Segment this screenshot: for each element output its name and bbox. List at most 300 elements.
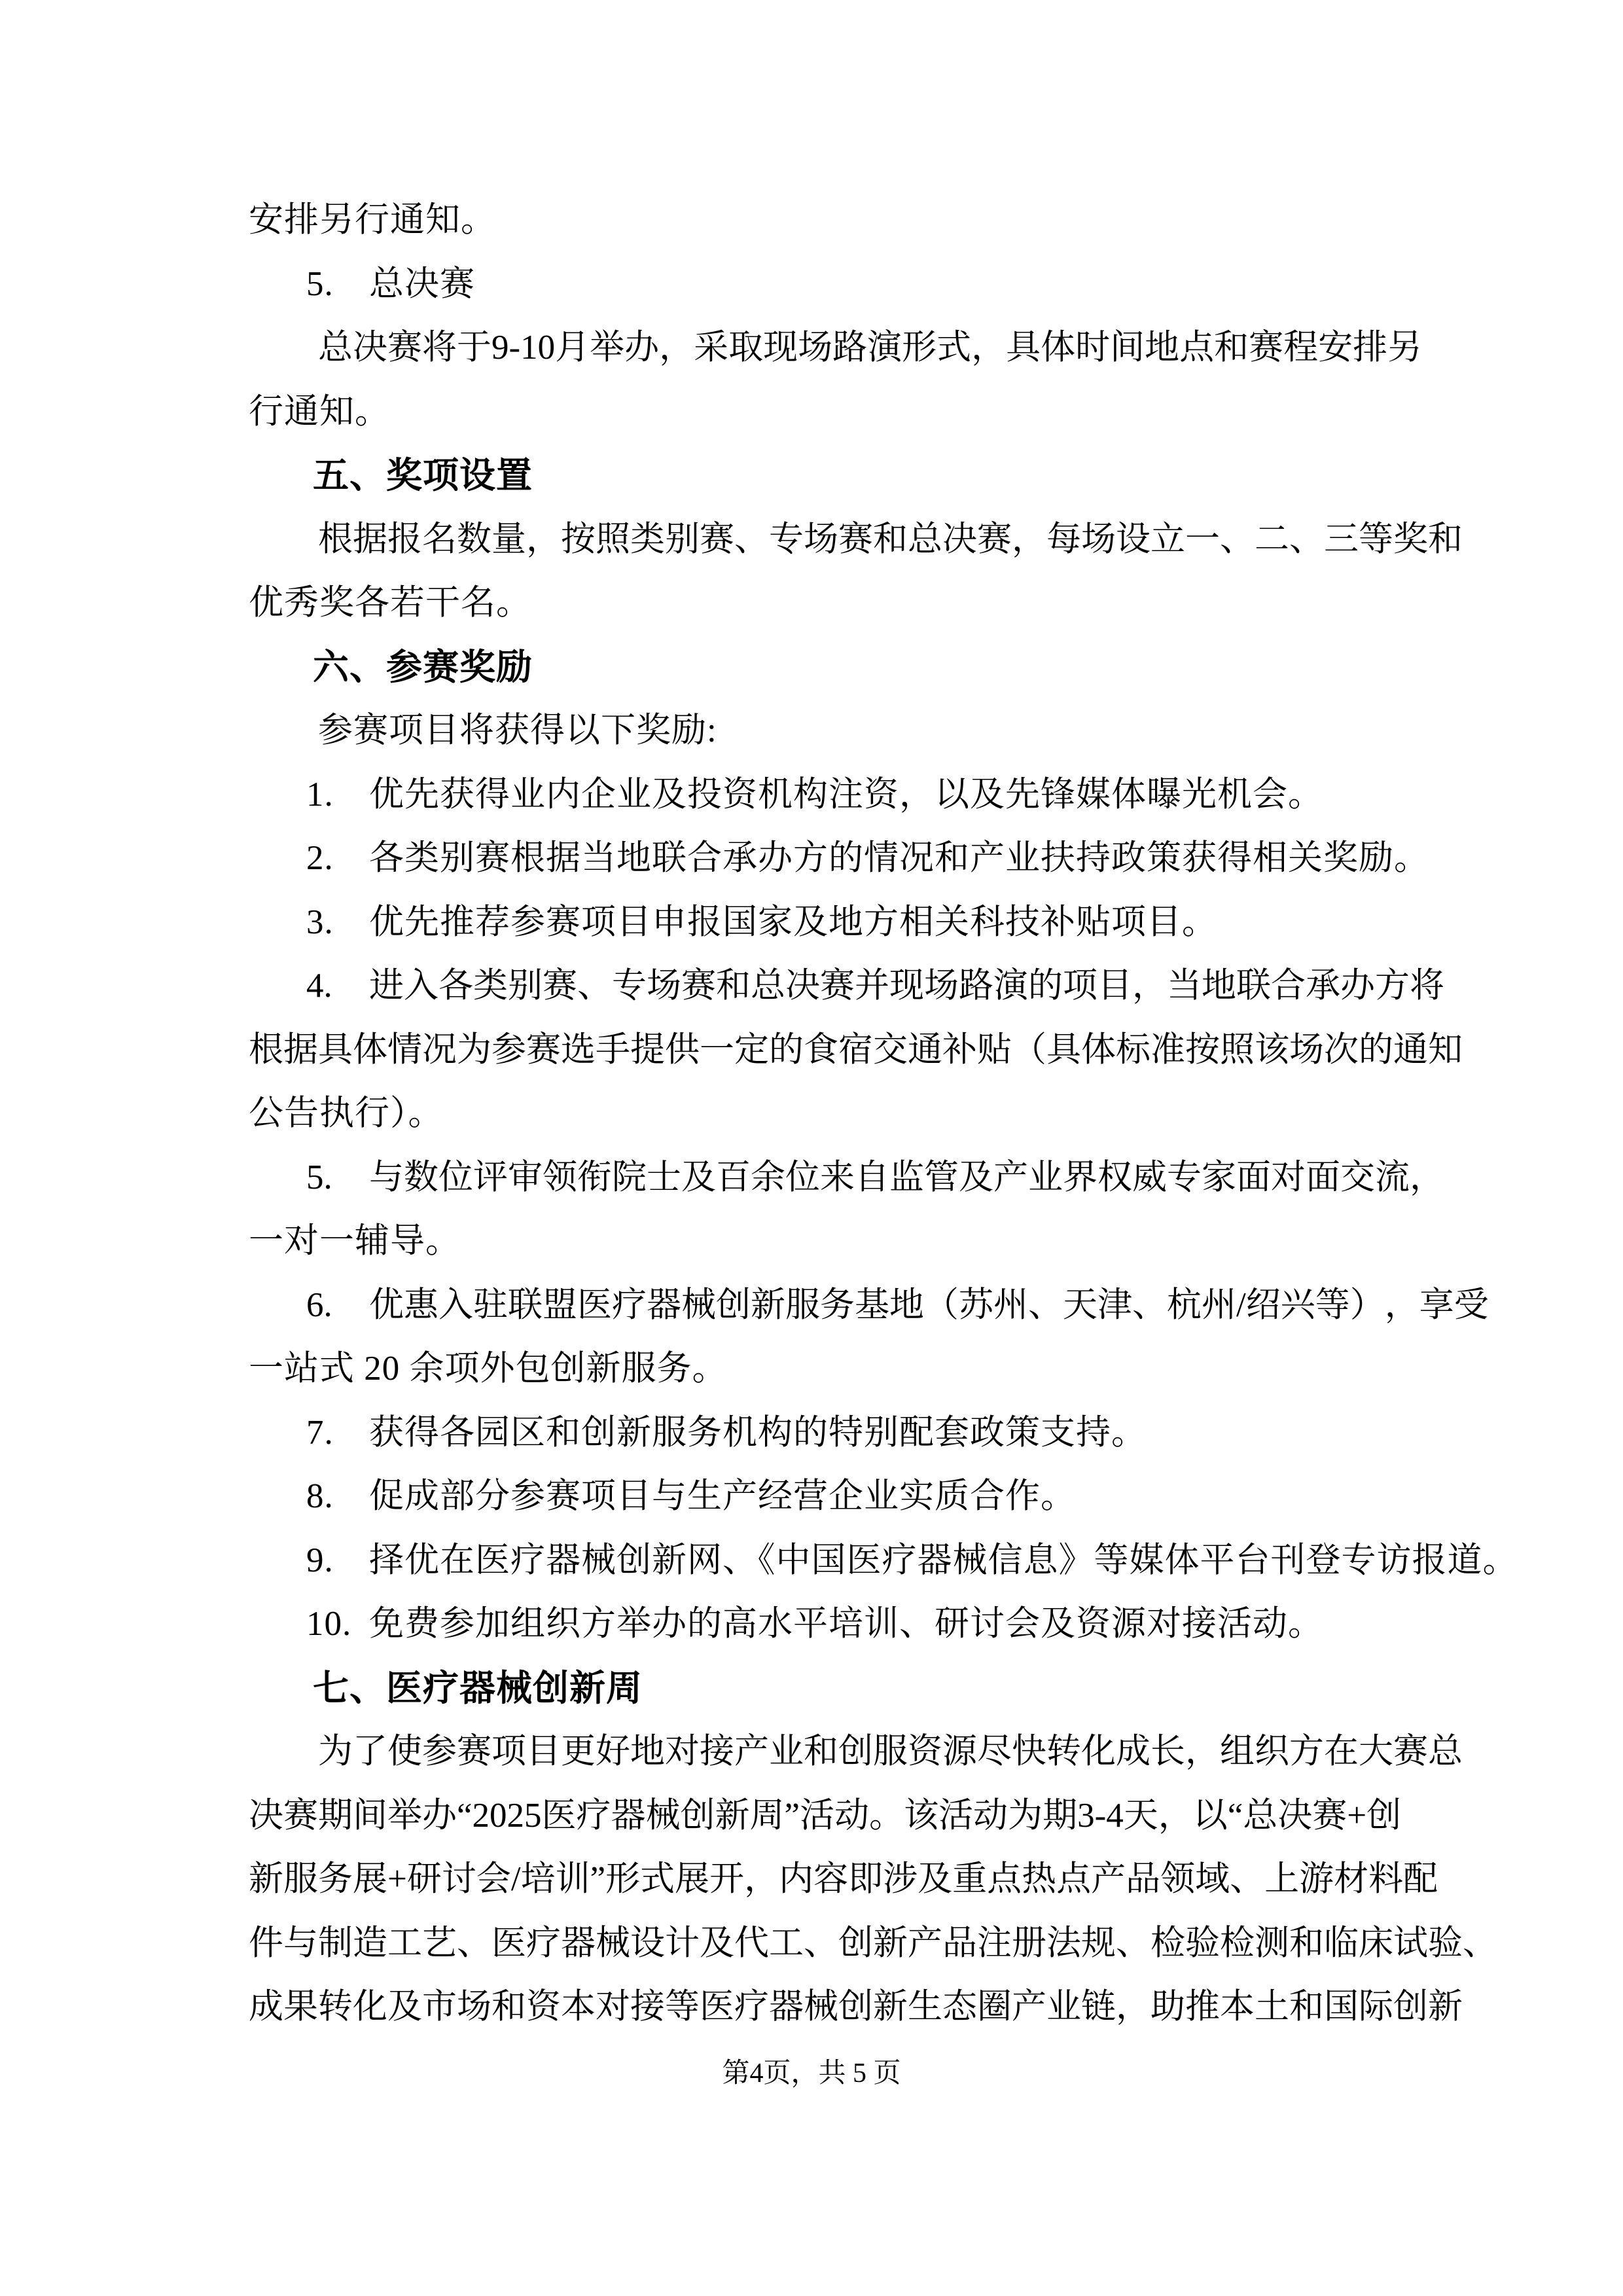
text-segment: 器 (611, 1796, 646, 1835)
text-segment: （ (1012, 1030, 1046, 1069)
list-number: 2. (306, 839, 334, 877)
text-segment: 专 (769, 520, 804, 558)
text-segment: 将 (422, 329, 457, 367)
text-segment: 照 (596, 520, 630, 558)
text-segment: 工 (769, 1924, 804, 1962)
text-segment: 交 (873, 1030, 908, 1069)
text-segment: 流 (1375, 1158, 1410, 1196)
text-segment: 权 (1097, 1158, 1132, 1196)
text-segment: 源 (942, 1732, 977, 1770)
text-segment: 兴 (1280, 1285, 1315, 1324)
text-segment: 别 (665, 520, 700, 558)
text-segment: 场 (924, 967, 959, 1005)
text-segment: 受 (1454, 1285, 1489, 1324)
text-segment: 服 (873, 1732, 908, 1770)
text-run: 行通知。 (249, 392, 390, 431)
text-segment: 涉 (883, 1860, 918, 1898)
text-segment: 域 (1195, 1860, 1230, 1898)
text-segment: 活 (800, 1796, 835, 1835)
list-number: 10. (306, 1605, 352, 1643)
text-segment: 领 (1160, 1860, 1196, 1898)
text-segment: ， (1185, 1732, 1220, 1770)
text-segment: 研 (406, 1860, 442, 1898)
text-segment: 苏 (959, 1285, 993, 1324)
text-segment: 器 (561, 1924, 596, 1962)
section-heading (249, 1657, 1374, 1721)
text-segment: 形 (605, 1860, 641, 1898)
text-segment: 产 (734, 1732, 769, 1770)
text-segment: ， (1116, 1988, 1150, 2026)
text-line (249, 1082, 1374, 1146)
text-segment: 验 (1428, 1924, 1463, 1962)
text-segment: 新 (873, 1988, 908, 2026)
text-segment: 间 (1110, 329, 1145, 367)
text-segment: 产 (993, 1158, 1028, 1196)
text-segment: 使 (387, 1732, 422, 1770)
text-segment: 制 (318, 1924, 353, 1962)
text-run: 各类别赛根据当地联合承办方的情况和产业扶持政策获得相关奖励。 (369, 839, 1429, 877)
text-segment: 决 (1277, 1796, 1313, 1835)
text-segment: 和 (873, 520, 908, 558)
text-segment: 新 (1428, 1988, 1463, 2026)
text-segment: 办 (624, 329, 660, 367)
text-segment: 上 (1264, 1860, 1300, 1898)
text-segment: 三 (1324, 520, 1359, 558)
text-segment: 对 (1271, 1158, 1306, 1196)
text-segment: 当 (1167, 967, 1202, 1005)
text-segment: 医 (541, 1796, 577, 1835)
text-segment: ） (1349, 1285, 1385, 1324)
text-segment: 、 (734, 520, 769, 558)
text-segment: 推 (1185, 1988, 1220, 2026)
text-segment: ， (971, 329, 1007, 367)
text-segment: 况 (422, 1030, 457, 1069)
text-segment: 配 (1403, 1860, 1438, 1898)
text-segment: 、 (1230, 1860, 1265, 1898)
text-segment: 和 (1289, 1924, 1324, 1962)
text-segment: 讨 (441, 1860, 476, 1898)
text-segment: 成 (249, 1988, 283, 2026)
text-segment: 另 (1387, 329, 1423, 367)
text-segment: 疗 (612, 1285, 647, 1324)
text-line (249, 1337, 1374, 1401)
text-segment: 通 (1393, 1030, 1428, 1069)
text-segment: 成 (1116, 1732, 1150, 1770)
text-segment: 数 (457, 520, 491, 558)
text-segment: 接 (700, 1732, 734, 1770)
text-run: 安排另行通知。 (249, 201, 496, 239)
text-line (249, 1784, 1402, 1848)
text-segment: 一 (700, 1030, 734, 1069)
text-segment: 标 (1116, 1030, 1150, 1069)
text-segment: 杭 (1167, 1285, 1202, 1324)
text-segment: 和 (1428, 520, 1463, 558)
text-segment: （ (924, 1285, 959, 1324)
text-segment: 业 (1046, 1988, 1081, 2026)
text-segment: 并 (855, 967, 889, 1005)
text-segment: 检 (1150, 1924, 1185, 1962)
text-segment: 审 (508, 1158, 543, 1196)
text-segment: 代 (734, 1924, 769, 1962)
text-line (249, 1210, 1374, 1274)
text-segment: 补 (942, 1030, 977, 1069)
text-line (249, 1018, 1463, 1083)
text-segment: 赛 (457, 1732, 491, 1770)
text-segment: 天 (1063, 1285, 1097, 1324)
text-segment: 驻 (473, 1285, 508, 1324)
text-segment: 、 (1028, 1285, 1063, 1324)
text-segment: 士 (647, 1158, 681, 1196)
text-segment: 为 (318, 1732, 353, 1770)
text-segment: 赛 (1312, 1796, 1347, 1835)
text-segment: 与 (283, 1924, 318, 1962)
document-body (249, 188, 1518, 2039)
text-segment: ， (1384, 1285, 1419, 1324)
text-segment: 总 (751, 967, 785, 1005)
text-segment: 总 (1428, 1732, 1463, 1770)
text-segment: 验 (1185, 1924, 1220, 1962)
text-segment: 间 (353, 1796, 387, 1835)
text-segment: 位 (438, 1158, 473, 1196)
text-line (249, 508, 1463, 572)
text-segment: ， (1410, 1158, 1444, 1196)
text-segment: 务 (820, 1285, 855, 1324)
text-segment: + (387, 1860, 407, 1898)
text-run: 优先获得业内企业及投资机构注资，以及先锋媒体曝光机会。 (369, 775, 1323, 814)
text-segment: 业 (769, 1732, 804, 1770)
text-segment: 面 (1236, 1158, 1271, 1196)
text-run: 公告执行）。 (249, 1094, 444, 1132)
text-segment: 项 (491, 1732, 526, 1770)
text-segment: 圈 (977, 1988, 1012, 2026)
text-run: 七、医疗器械创新周 (313, 1667, 643, 1708)
text-segment: 通 (908, 1030, 942, 1069)
text-segment: 享 (1419, 1285, 1454, 1324)
text-segment: 具 (1006, 329, 1041, 367)
text-segment: 展 (675, 1860, 710, 1898)
text-segment: 体 (1041, 329, 1076, 367)
text-segment: 州 (1202, 1285, 1236, 1324)
text-segment: 位 (785, 1158, 820, 1196)
text-segment: 器 (647, 1285, 681, 1324)
text-segment: 注 (977, 1924, 1012, 1962)
text-segment: 助 (1150, 1988, 1185, 2026)
text-segment: 9-10 (491, 329, 556, 367)
text-segment: 立 (1150, 520, 1185, 558)
text-run: 参赛项目将获得以下奖励: (318, 711, 717, 749)
text-segment: 决 (249, 1796, 283, 1835)
text-segment: 、 (1220, 520, 1255, 558)
text-segment: 和 (1289, 1988, 1324, 2026)
text-segment: 场 (1289, 1030, 1324, 1069)
text-segment: 场 (457, 1988, 491, 2026)
text-segment: 。 (869, 1796, 904, 1835)
text-segment: 、 (804, 1924, 838, 1962)
list-number: 6. (306, 1285, 332, 1324)
text-segment: 、 (1116, 1924, 1150, 1962)
text-segment: 计 (665, 1924, 700, 1962)
text-segment: 的 (1359, 1030, 1393, 1069)
text-segment: 二 (1255, 520, 1289, 558)
text-segment: 果 (283, 1988, 318, 2026)
text-segment: 创 (838, 1988, 873, 2026)
text-segment: 数 (404, 1158, 438, 1196)
text-segment: 期 (318, 1796, 353, 1835)
text-segment: / (510, 1860, 521, 1898)
text-segment: 准 (1150, 1030, 1185, 1069)
text-segment: 及 (959, 1158, 993, 1196)
text-segment: 场 (647, 967, 681, 1005)
text-segment: 创 (838, 1924, 873, 1962)
text-segment: 津 (1097, 1285, 1132, 1324)
text-segment: 链 (1081, 1988, 1116, 2026)
text-segment: 件 (249, 1924, 283, 1962)
text-line (249, 253, 1374, 317)
text-segment: 取 (728, 329, 764, 367)
text-segment: “ (1227, 1796, 1243, 1835)
text-segment: 资 (526, 1988, 561, 2026)
text-segment: 赛 (387, 329, 422, 367)
text-segment: 务 (318, 1860, 353, 1898)
text-line (249, 763, 1374, 827)
text-segment: 及 (387, 1988, 422, 2026)
text-segment: 演 (867, 329, 902, 367)
text-segment: 培 (520, 1860, 556, 1898)
text-run: 总决赛 (369, 264, 475, 303)
text-segment: 造 (353, 1924, 387, 1962)
text-segment: 法 (1046, 1924, 1081, 1962)
text-run: 优秀奖各若干名。 (249, 584, 531, 622)
text-run: 免费参加组织方举办的高水平培训、研讨会及资源对接活动。 (369, 1605, 1323, 1643)
text-segment: 及 (918, 1860, 953, 1898)
text-segment: 该 (904, 1796, 939, 1835)
text-segment: 名 (422, 520, 457, 558)
page-footer (0, 2054, 1623, 2093)
text-segment: 体 (1081, 1030, 1116, 1069)
text-segment: 在 (1324, 1732, 1359, 1770)
page-number: 第4页，共 5 页 (722, 2058, 901, 2089)
text-line (249, 1274, 1489, 1338)
text-segment: 监 (889, 1158, 924, 1196)
text-segment: 威 (1132, 1158, 1167, 1196)
text-segment: 好 (596, 1732, 630, 1770)
text-line (249, 891, 1374, 955)
text-segment: 路 (832, 329, 868, 367)
text-segment: 3-4 (1077, 1796, 1124, 1835)
text-segment: 资 (908, 1732, 942, 1770)
text-segment: 赛 (838, 520, 873, 558)
text-segment: 转 (1046, 1732, 1081, 1770)
text-segment: 具 (1046, 1030, 1081, 1069)
text-run: 优先推荐参赛项目申报国家及地方相关科技补贴项目。 (369, 903, 1217, 941)
text-segment: 内 (779, 1860, 814, 1898)
text-segment: 根 (249, 1030, 283, 1069)
text-segment: 按 (561, 520, 596, 558)
text-segment: 、 (457, 1924, 491, 1962)
list-number: 9. (306, 1541, 334, 1579)
text-segment: 盟 (543, 1285, 577, 1324)
text-segment: 自 (855, 1158, 889, 1196)
text-segment: 材 (1334, 1860, 1369, 1898)
text-segment: 服 (785, 1285, 820, 1324)
text-run: 促成部分参赛项目与生产经营企业实质合作。 (369, 1477, 1076, 1515)
text-segment: ， (659, 329, 694, 367)
text-segment: 展 (353, 1860, 387, 1898)
text-segment: “2025 (457, 1796, 542, 1835)
text-segment: 总 (318, 329, 353, 367)
text-segment: 按 (1185, 1030, 1220, 1069)
text-segment: 新 (751, 1285, 785, 1324)
text-segment: 检 (1220, 1924, 1255, 1962)
text-segment: 赛 (1393, 1732, 1428, 1770)
text-segment: 等 (1359, 520, 1393, 558)
text-segment: 试 (1393, 1924, 1428, 1962)
text-line (249, 954, 1444, 1018)
list-number: 3. (306, 903, 334, 941)
list-number: 5. (306, 264, 334, 303)
text-run: 一对一辅导。 (249, 1222, 461, 1260)
text-segment: 办 (422, 1796, 457, 1835)
text-segment: 地 (889, 1285, 924, 1324)
text-segment: 赛 (977, 520, 1012, 558)
text-segment: 业 (1028, 1158, 1063, 1196)
text-segment: 时 (1075, 329, 1111, 367)
text-segment: 专 (612, 967, 647, 1005)
text-segment: 赛 (681, 967, 716, 1005)
text-segment: 创 (1393, 1988, 1428, 2026)
text-segment: 次 (1324, 1030, 1359, 1069)
text-segment: 赛 (283, 1796, 318, 1835)
text-line (249, 1401, 1374, 1465)
text-segment: 具 (318, 1030, 353, 1069)
text-segment: 游 (1299, 1860, 1334, 1898)
text-line (249, 188, 1374, 253)
text-segment: 提 (630, 1030, 665, 1069)
text-segment: 专 (1167, 1158, 1202, 1196)
text-segment: 百 (716, 1158, 751, 1196)
text-line (249, 699, 1374, 763)
text-segment: 演 (993, 967, 1028, 1005)
text-segment: 活 (938, 1796, 974, 1835)
text-segment: 械 (645, 1796, 681, 1835)
text-segment: 对 (665, 1732, 700, 1770)
text-segment: 体 (353, 1030, 387, 1069)
text-segment: ， (526, 520, 561, 558)
text-segment: 品 (942, 1924, 977, 1962)
text-segment: 、 (577, 967, 612, 1005)
text-segment: 面 (1306, 1158, 1340, 1196)
text-segment: 赛 (526, 1030, 561, 1069)
text-segment: 创 (838, 1732, 873, 1770)
text-segment: 设 (1116, 520, 1150, 558)
text-segment: 册 (1012, 1924, 1046, 1962)
text-segment: 赛 (1249, 329, 1284, 367)
text-segment: 于 (457, 329, 491, 367)
text-segment: 动 (973, 1796, 1008, 1835)
text-segment: 方 (1289, 1732, 1324, 1770)
text-segment: 等 (1315, 1285, 1350, 1324)
text-line (249, 1720, 1463, 1784)
text-segment: 定 (734, 1030, 769, 1069)
text-segment: 现 (889, 967, 924, 1005)
text-segment: 组 (1220, 1732, 1255, 1770)
text-segment: 类 (473, 967, 508, 1005)
text-segment: 周 (749, 1796, 785, 1835)
text-segment: 月 (555, 329, 590, 367)
text-segment: 入 (438, 1285, 473, 1324)
text-segment: + (1347, 1796, 1367, 1835)
text-segment: ， (1012, 520, 1046, 558)
text-segment: 料 (1368, 1860, 1404, 1898)
text-segment: 目 (1097, 967, 1132, 1005)
text-line (249, 1975, 1463, 2039)
text-segment: 快 (1012, 1732, 1046, 1770)
list-number: 7. (306, 1413, 334, 1452)
text-segment: 宿 (838, 1030, 873, 1069)
text-segment: 和 (1214, 329, 1249, 367)
text-run: 一站式 20 余项外包创新服务。 (249, 1350, 728, 1388)
text-segment: 疗 (734, 1988, 769, 2026)
text-segment: 械 (681, 1285, 716, 1324)
text-segment: 联 (508, 1285, 543, 1324)
text-segment: 承 (1306, 967, 1340, 1005)
text-segment: 新 (873, 1924, 908, 1962)
text-segment: 服 (283, 1860, 318, 1898)
text-segment: 开 (709, 1860, 745, 1898)
text-segment: 和 (716, 967, 751, 1005)
text-segment: 医 (577, 1285, 612, 1324)
text-segment: 本 (561, 1988, 596, 2026)
text-segment: 及 (681, 1158, 716, 1196)
text-segment: ” (590, 1860, 606, 1898)
text-segment: 长 (1150, 1732, 1185, 1770)
text-segment: 国 (1324, 1988, 1359, 2026)
text-segment: 更 (561, 1732, 596, 1770)
text-segment: 路 (959, 967, 993, 1005)
text-run: 六、参赛奖励 (313, 646, 533, 687)
text-segment: 总 (1243, 1796, 1278, 1835)
text-segment: 器 (769, 1988, 804, 2026)
text-segment: 产 (1012, 1988, 1046, 2026)
text-segment: 创 (1366, 1796, 1402, 1835)
section-heading (249, 444, 1374, 508)
text-segment: 决 (942, 520, 977, 558)
text-segment: 地 (1202, 967, 1236, 1005)
text-segment: 点 (987, 1860, 1022, 1898)
text-segment: 土 (1255, 1988, 1289, 2026)
text-segment: 期 (1043, 1796, 1078, 1835)
text-segment: 即 (848, 1860, 883, 1898)
text-segment: 每 (1046, 520, 1081, 558)
text-segment: 优 (369, 1285, 404, 1324)
text-segment: 将 (1410, 967, 1444, 1005)
text-segment: 交 (1340, 1158, 1375, 1196)
text-segment: ” (784, 1796, 800, 1835)
text-segment: 目 (526, 1732, 561, 1770)
text-segment: 疗 (526, 1924, 561, 1962)
text-segment: 绍 (1245, 1285, 1281, 1324)
text-segment: ， (1132, 967, 1167, 1005)
text-segment: 办 (1340, 967, 1375, 1005)
text-line (249, 1529, 1518, 1593)
text-segment: / (1236, 1285, 1246, 1324)
text-segment: 、 (1132, 1285, 1167, 1324)
list-number: 8. (306, 1477, 334, 1515)
text-segment: 、 (1463, 1924, 1497, 1962)
text-segment: 采 (694, 329, 729, 367)
text-segment: 对 (596, 1988, 630, 2026)
text-segment: 新 (715, 1796, 750, 1835)
